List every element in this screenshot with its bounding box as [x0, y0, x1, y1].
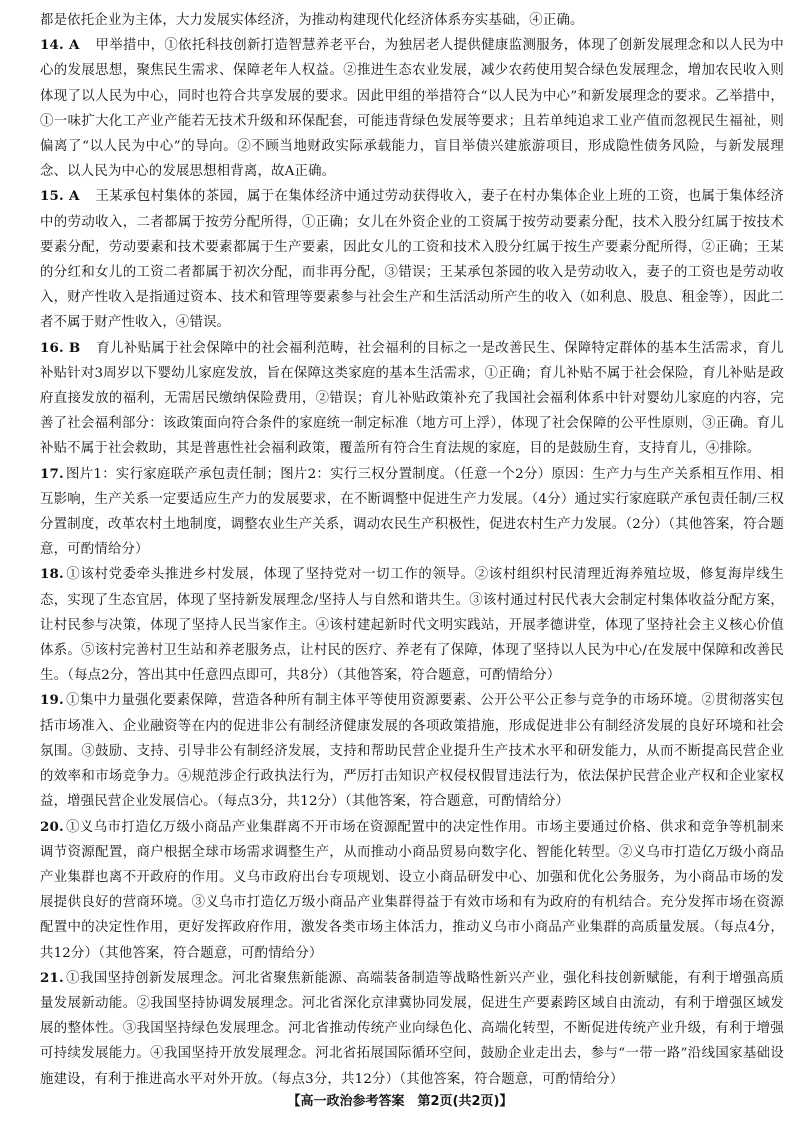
question-number: 16. B	[40, 339, 81, 356]
answer-content	[40, 8, 784, 1092]
answer-text: ①我国坚持创新发展理念。河北省聚焦新能源、高端装备制造等战略性新兴产业，强化科技创新赋能，有利于增强高质量发展新动能。②我国坚持协调发展理念。河北省深化京津冀协同发展，促进生产要素跨区域自由流动，有利于增强区域发展的整体性。③我国坚持绿色发展理念。河北省推动传统产业向绿色化、高端化转型，不断促进传统产业升级，有利于增强可持续发展能力。④我国坚持开放发展理念。河北省拓展国际循环空间，鼓励企业走出去，参与“一带一路”沿线国家基础设施建设，有利于推进高水平对外开放。（每点3分，共12分）（其他答案，符合题意，可酌情给分）	[40, 970, 784, 1087]
answer-16	[40, 336, 784, 462]
page-footer: 【高一政治参考答案 第2页(共2页)】	[287, 1094, 513, 1109]
answer-17	[40, 462, 784, 563]
question-number: 15. A	[40, 188, 80, 205]
question-number: 17.	[40, 465, 64, 482]
answer-continuation: 都是依托企业为主体，大力发展实体经济，为推动构建现代化经济体系夯实基础，④正确。	[40, 13, 584, 28]
question-number: 19.	[40, 692, 64, 709]
question-number: 18.	[40, 566, 64, 583]
answer-text: 图片1：实行家庭联产承包责任制；图片2：实行三权分置制度。（任意一个2分）原因：生产力与生产关系相互作用、相互影响，生产关系一定要适应生产力的发展要求，在不断调整中促进生产力发展。（4分）通过实行家庭联产承包责任制/三权分置制度，改革农村土地制度，调整农业生产关系，调动农民生产积极性，促进农村生产力发展。（2分）（其他答案，符合题意，可酌情给分）	[40, 466, 784, 558]
answer-14	[40, 33, 784, 184]
question-number: 21.	[40, 969, 64, 986]
answer-15	[40, 184, 784, 335]
answer-19	[40, 688, 784, 814]
question-number: 14. A	[40, 37, 80, 54]
answer-text: 王某承包村集体的茶园，属于在集体经济中通过劳动获得收入，妻子在村办集体企业上班的工资，也属于集体经济中的劳动收入，二者都属于按劳分配所得，①正确；女儿在外资企业的工资属于按劳动要素分配，技术入股分红属于按技术要素分配，劳动要素和技术要素都属于生产要素，因此女儿的工资和技术入股分红属于按生产要素分配所得，②正确；王某的分红和女儿的工资二者都属于初次分配，而非再分配，③错误；王某承包茶园的收入是劳动收入，妻子的工资也是劳动收入，财产性收入是指通过资本、技术和管理等要素参与社会生产和生活活动所产生的收入（如利息、股息、租金等），因此二者不属于财产性收入，④错误。	[40, 189, 784, 331]
answer-text: 甲举措中，①依托科技创新打造智慧养老平台，为独居老人提供健康监测服务，体现了创新发展理念和以人民为中心的发展思想，聚焦民生需求、保障老年人权益。②推进生态农业发展，减少农药使用契合绿色发展理念，增加农民收入则体现了以人民为中心，同时也符合共享发展的要求。因此甲组的举措符合“以人民为中心”和新发展理念的要求。乙举措中，①一味扩大化工产业产能若无技术升级和环保配套，可能违背绿色发展等要求；且若单纯追求工业产值而忽视民生福祉，则偏离了“以人民为中心”的导向。②不顾当地财政实际承载能力，盲目举债兴建旅游项目，形成隐性债务风险，与新发展理念、以人民为中心的发展思想相背离，故A正确。	[40, 38, 784, 180]
answer-20	[40, 815, 784, 966]
question-number: 20.	[40, 818, 64, 835]
answer-text: ①该村党委牵头推进乡村发展，体现了坚持党对一切工作的领导。②该村组织村民清理近海养殖垃圾，修复海岸线生态，实现了生态宜居，体现了坚持新发展理念/坚持人与自然和谐共生。③该村通过村民代表大会制定村集体收益分配方案，让村民参与决策，体现了坚持人民当家作主。④该村建起新时代文明实践站，开展孝德讲堂，体现了坚持社会主义核心价值体系。⑤该村完善村卫生站和养老服务点，让村民的医疗、养老有了保障，体现了坚持以人民为中心/在发展中保障和改善民生。（每点2分，答出其中任意四点即可，共8分）（其他答案，符合题意，可酌情给分）	[40, 567, 784, 684]
answer-text: ①集中力量强化要素保障，营造各种所有制主体平等使用资源要素、公开公平公正参与竞争的市场环境。②贯彻落实包括市场准入、企业融资等在内的促进非公有制经济健康发展的各项政策措施，形成促进非公有制经济发展的良好环境和社会氛围。③鼓励、支持、引导非公有制经济发展，支持和帮助民营企业提升生产技术水平和研发能力，从而不断提高民营企业的效率和市场竞争力。④规范涉企行政执法行为，严厉打击知识产权侵权假冒违法行为，依法保护民营企业产权和企业家权益，增强民营企业发展信心。（每点3分，共12分）（其他答案，符合题意，可酌情给分）	[40, 693, 784, 810]
answer-18	[40, 562, 784, 688]
answer-text: ①义乌市打造亿万级小商品产业集群离不开市场在资源配置中的决定性作用。市场主要通过价格、供求和竞争等机制来调节资源配置，商户根据全球市场需求调整生产，从而推动小商品贸易向数字化、智能化转型。②义乌市打造亿万级小商品产业集群也离不开政府的作用。义乌市政府出台专项规划、设立小商品研发中心、加强和优化公务服务，为小商品市场的发展提供良好的营商环境。③义乌市打造亿万级小商品产业集群得益于有效市场和有为政府的有机结合。充分发挥市场在资源配置中的决定性作用，更好发挥政府作用，激发各类市场主体活力，推动义乌市小商品产业集群的高质量发展。（每点4分，共12分）（其他答案，符合题意，可酌情给分）	[40, 819, 784, 961]
answer-21	[40, 966, 784, 1092]
answer-text: 育儿补贴属于社会保障中的社会福利范畴，社会福利的目标之一是改善民生、保障特定群体的基本生活需求，育儿补贴针对3周岁以下婴幼儿家庭发放，旨在保障这类家庭的基本生活需求，①正确；育儿补贴不属于社会保险，育儿补贴是政府直接发放的福利，无需居民缴纳保险费用，②错误；育儿补贴政策补充了我国社会福利体系中针对婴幼儿家庭的内容，完善了社会福利部分：该政策面向符合条件的家庭统一制定标准（地方可上浮），体现了社会保障的公平性原则，③正确。育儿补贴不属于社会救助，其是普惠性社会福利政策，覆盖所有符合生育法规的家庭，目的是鼓励生育，支持育儿，④排除。	[40, 340, 785, 457]
